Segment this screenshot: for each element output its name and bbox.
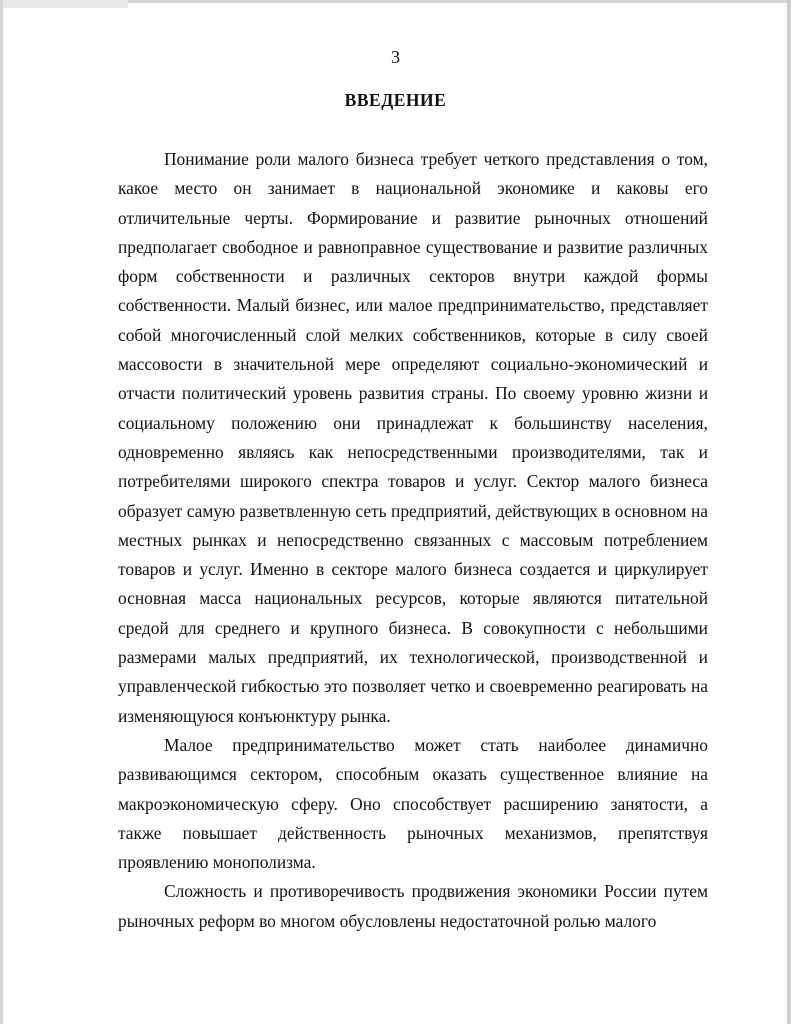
paragraph-2: Малое предпринимательство может стать наиболее динамично развивающимся сектором, способным оказать существенное влияние на макроэкономическую сферу. Оно способствует расширению занятости, а также повышает действенность рыночных механизмов, препятствуя проявлению монополизма. [118,734,708,873]
scan-border-right [787,0,791,1024]
paragraph-1: Понимание роли малого бизнеса требует четкого представления о том, какое место он занимает в национальной экономике и каковы его отличительные черты. Формирование и развитие рыночных отношений предполагает свободное и равноправное существование и развитие различных форм собственности и различных секторов внутри каждой формы собственности. Малый бизнес, или малое предпринимательство, представляет собой многочисленный слой мелких собственников, которые в силу своей массовости в значительной мере определяют социально-экономический и отчасти политический уровень развития страны. По своему уровню жизни и социальному положению они принадлежат к большинству населения, одновременно являясь как непосредственными производителями, так и потребителями широкого спектра товаров и услуг. Сектор малого бизнеса образует самую разветвленную сеть предприятий, действующих в основном на местных рынках и непосредственно связанных с массовым потреблением товаров и услуг. Именно в секторе малого бизнеса создается и циркулирует основная масса национальных ресурсов, которые являются питательной средой для среднего и крупного бизнеса. В совокупности с небольшими размерами малых предприятий, их технологической, производственной и управленческой гибкостью это позволяет четко и своевременно реагировать на изменяющуюся конъюнктуру рынка. [118,149,708,726]
scan-corner-shadow [0,0,128,8]
paragraph-3: Сложность и противоречивость продвижения экономики России путем рыночных реформ во многом обусловлены недостаточной ролью малого [118,881,708,931]
page-number: 3 [391,47,400,67]
scan-border-left [0,0,3,1024]
document-body [118,145,708,936]
page-title: ВВЕДЕНИЕ [344,90,447,110]
